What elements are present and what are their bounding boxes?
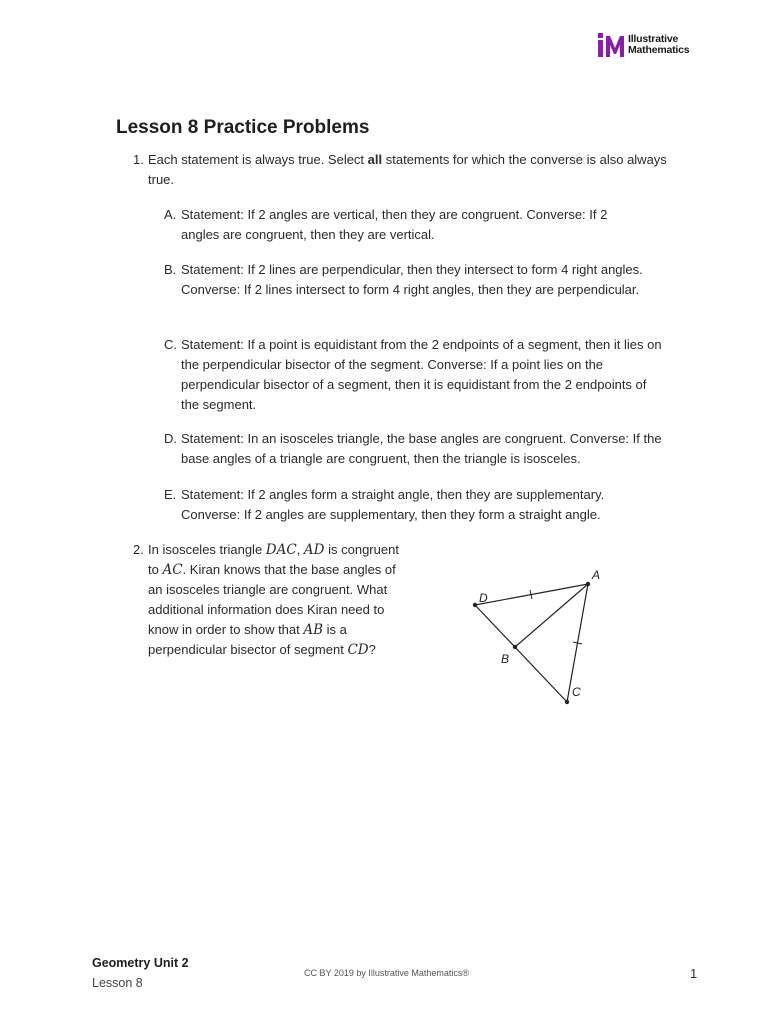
option-c-text: Statement: If a point is equidistant from the 2 endpoints of a segment, then it lies on the perpendicular bisector of the segment. Converse: If a point lies on the perpendicular bisector of a segment, then it is equidistant from the 2 endpoints of the segment. (181, 337, 662, 412)
page-number: 1 (690, 966, 698, 981)
problem-1-prompt (148, 150, 668, 190)
option-b-label: B. (164, 262, 177, 277)
label-b: B (501, 652, 510, 666)
math-segment-ad: AD (303, 542, 325, 558)
math-segment-cd: CD (347, 642, 369, 658)
math-triangle-dac: DAC (265, 542, 297, 558)
problem-1-prompt-emphasis: all (367, 152, 383, 167)
problem-2-text: . Kiran knows that the base angles of an isosceles triangle are congruent. What additional information does Kiran need to know in order to show that (148, 562, 396, 637)
option-d-label: D. (164, 431, 177, 446)
problem-1-prompt-text-end: statements for which the converse is also always true. (148, 152, 667, 187)
problem-2-text: , (296, 542, 304, 557)
footer-course: Geometry Unit 2 (92, 956, 189, 970)
point-b (513, 645, 517, 649)
problem-2-number: 2. (133, 542, 144, 557)
problem-2-text: is congruent to (148, 542, 399, 577)
footer-course-info (92, 955, 189, 991)
brand-logo (597, 33, 689, 57)
segment-ab (515, 584, 588, 647)
math-segment-ab: AB (303, 622, 324, 638)
problem-2-text: ? (368, 642, 376, 657)
triangle-figure (460, 560, 610, 710)
brand-line-2: Mathematics (628, 44, 690, 56)
option-a-label: A. (164, 207, 177, 222)
option-d-text: Statement: In an isosceles triangle, the base angles are congruent. Converse: If the base angles of a triangle are congruent, then the triangle is isosceles. (181, 431, 662, 466)
point-c (565, 700, 569, 704)
point-d (473, 603, 477, 607)
problem-2-text: In isosceles triangle (148, 542, 266, 557)
im-logo-icon (597, 33, 625, 57)
option-b-text: Statement: If 2 lines are perpendicular, then they intersect to form 4 right angles. Converse: If 2 lines intersect to form 4 right angles, then they are perpendicular. (181, 262, 643, 297)
point-a (586, 582, 590, 586)
option-e-text: Statement: If 2 angles form a straight angle, then they are supplementary. Converse: If 2 angles are supplementary, then they form a straight angle. (181, 487, 605, 522)
problem-2-text: is a perpendicular bisector of segment (148, 622, 348, 657)
option-e-label: E. (164, 487, 177, 502)
option-a-text: Statement: If 2 angles are vertical, then they are congruent. Converse: If 2 angles are congruent, then they are vertical. (181, 207, 608, 242)
page-title: Lesson 8 Practice Problems (116, 117, 370, 138)
footer-lesson: Lesson 8 (92, 976, 143, 990)
label-d: D (479, 591, 488, 605)
footer-copyright: CC BY 2019 by Illustrative Mathematics® (304, 968, 470, 978)
label-c: C (572, 685, 581, 699)
segment-dc (475, 605, 567, 702)
math-segment-ac: AC (162, 562, 183, 578)
problem-1-number: 1. (133, 152, 144, 167)
option-c-label: C. (164, 337, 177, 352)
problem-2-prompt (148, 540, 410, 660)
problem-1-prompt-text: Each statement is always true. Select (148, 152, 368, 167)
brand-line-1: Illustrative (628, 33, 679, 45)
label-a: A (592, 568, 601, 582)
